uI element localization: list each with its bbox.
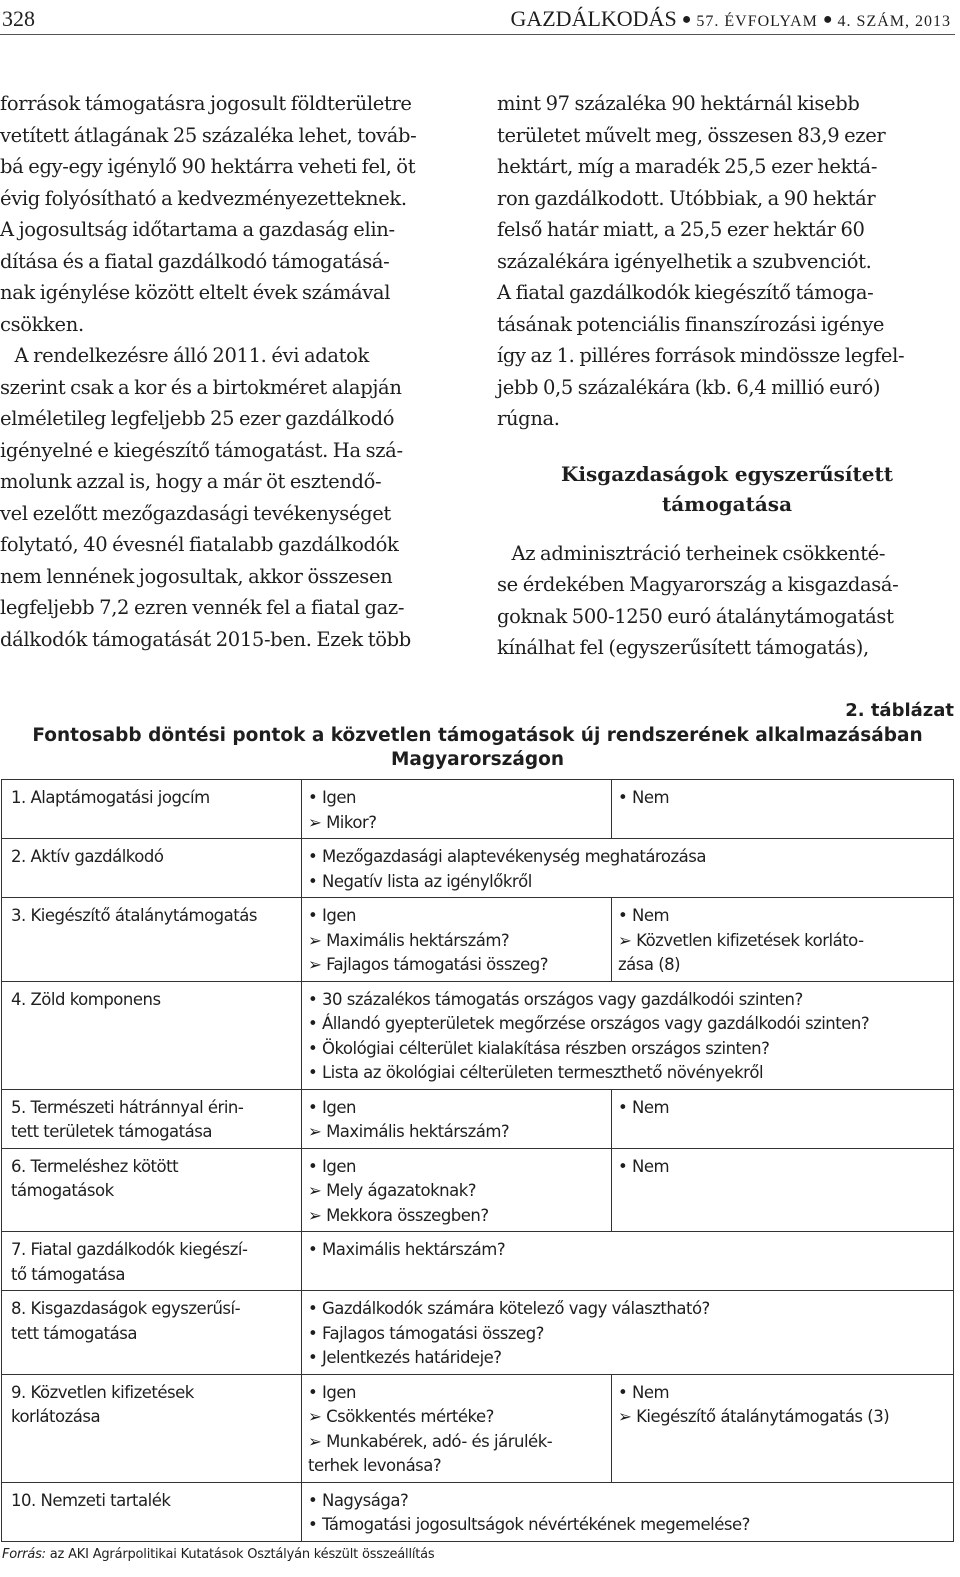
- issue: 4. SZÁM, 2013: [837, 13, 951, 30]
- cell-line: ➢ Munkabérek, adó- és járulék-: [308, 1431, 553, 1451]
- table-row: [2, 1232, 954, 1291]
- text-line: felső határ miatt, a 25,5 ezer hektár 60: [497, 218, 865, 241]
- source-text: az AKI Agrárpolitikai Kutatások Osztályán készült összeállítás: [49, 1547, 435, 1562]
- options-cell: [302, 1232, 954, 1291]
- cell-line: terhek levonása?: [308, 1456, 442, 1475]
- cell-line: • Nem: [618, 1382, 670, 1402]
- row-label-cell: [2, 981, 302, 1089]
- journal-line: [510, 6, 951, 32]
- text-line: ron gazdálkodott. Utóbbiak, a 90 hektár: [497, 186, 876, 210]
- text-line: molunk azzal is, hogy a már öt esztendő-: [0, 470, 382, 493]
- cell-line: • Állandó gyepterületek megőrzése országos vagy gazdálkodói szinten?: [308, 1014, 870, 1033]
- cell-line: • Igen: [308, 1156, 356, 1176]
- text-line: vetített átlagának 25 százaléka lehet, továb-: [0, 123, 417, 147]
- text-line: igényelné e kiegészítő támogatást. Ha szá-: [0, 438, 403, 462]
- cell-line: 9. Közvetlen kifizetések: [11, 1382, 194, 1402]
- row-label-cell: [2, 839, 302, 898]
- table-source: [2, 1547, 435, 1562]
- cell-line: ➢ Maximális hektárszám?: [308, 930, 510, 950]
- cell-line: 6. Termeléshez kötött: [11, 1156, 179, 1176]
- cell-line: • Lista az ökológiai célterületen termeszthető növényekről: [308, 1063, 764, 1082]
- cell-line: • Nem: [618, 788, 670, 807]
- cell-line: • 30 százalékos támogatás országos vagy gazdálkodói szinten?: [308, 989, 803, 1009]
- cell-line: tett területek támogatása: [11, 1122, 212, 1141]
- table-row: [2, 780, 954, 839]
- cell-line: támogatások: [11, 1181, 114, 1200]
- separator-dot: ●: [681, 11, 692, 28]
- text-line: dítása és a fiatal gazdálkodó támogatásá-: [0, 249, 390, 273]
- cell-line: tő támogatása: [11, 1264, 125, 1284]
- cell-line: • Támogatási jogosultságok névértékének megemelése?: [308, 1515, 750, 1534]
- text-line: folytató, 40 évesnél fiatalabb gazdálkodók: [0, 533, 399, 556]
- no-option-cell: [612, 898, 954, 982]
- text-line: goknak 500-1250 euró átalánytámogatást: [497, 604, 894, 628]
- cell-line: 10. Nemzeti tartalék: [11, 1490, 171, 1510]
- row-label-cell: [2, 898, 302, 982]
- cell-line: 3. Kiegészítő átalánytámogatás: [11, 906, 257, 925]
- text-line: források támogatásra jogosult földterületre: [0, 92, 412, 115]
- right-text-part-1: [497, 88, 957, 435]
- cell-line: korlátozása: [11, 1407, 101, 1426]
- cell-line: 2. Aktív gazdálkodó: [11, 847, 164, 866]
- table-title: [0, 724, 955, 772]
- cell-line: • Igen: [308, 1097, 356, 1117]
- table-row: [2, 1148, 954, 1232]
- table-row: [2, 1089, 954, 1148]
- header-rule: [0, 34, 955, 35]
- journal-name: GAZDÁLKODÁS: [510, 6, 677, 31]
- text-line: kínálhat fel (egyszerűsített támogatás),: [497, 636, 869, 659]
- no-option-cell: [612, 780, 954, 839]
- cell-line: zása (8): [618, 955, 681, 974]
- text-line: évig folyósítható a kedvezményezetteknek.: [0, 186, 407, 210]
- yes-option-cell: [302, 1148, 612, 1232]
- row-label-cell: [2, 780, 302, 839]
- cell-line: 5. Természeti hátránnyal érin-: [11, 1097, 244, 1117]
- text-line: szerint csak a kor és a birtokméret alapján: [0, 375, 402, 399]
- table-title-line: Fontosabb döntési pontok a közvetlen támogatások új rendszerének alkalmazásában: [32, 725, 923, 746]
- cell-line: ➢ Fajlagos támogatási összeg?: [308, 955, 549, 974]
- cell-line: • Mezőgazdasági alaptevékenység meghatározása: [308, 847, 706, 866]
- cell-line: • Nagysága?: [308, 1490, 409, 1510]
- table-row: [2, 1291, 954, 1375]
- cell-line: ➢ Mekkora összegben?: [308, 1205, 489, 1225]
- text-line: nak igénylése között eltelt évek számával: [0, 281, 391, 304]
- section-heading-line: támogatása: [661, 491, 793, 516]
- row-label-cell: [2, 1291, 302, 1375]
- separator-dot: ●: [822, 11, 833, 28]
- table-row: [2, 1374, 954, 1482]
- text-line: bá egy-egy igénylő 90 hektárra veheti fel, öt: [0, 155, 416, 178]
- cell-line: ➢ Maximális hektárszám?: [308, 1122, 510, 1141]
- cell-line: tett támogatása: [11, 1323, 137, 1343]
- cell-line: ➢ Kiegészítő átalánytámogatás (3): [618, 1407, 890, 1426]
- cell-line: • Nem: [618, 1156, 670, 1176]
- cell-line: • Ökológiai célterület kialakítása részben országos szinten?: [308, 1038, 770, 1058]
- cell-line: ➢ Mely ágazatoknak?: [308, 1181, 477, 1200]
- right-text-column: [497, 88, 957, 664]
- options-cell: [302, 1291, 954, 1375]
- no-option-cell: [612, 1148, 954, 1232]
- yes-option-cell: [302, 1089, 612, 1148]
- text-line: területet művelt meg, összesen 83,9 ezer: [497, 123, 886, 147]
- row-label-cell: [2, 1374, 302, 1482]
- table-title-line: Magyarországon: [390, 749, 565, 770]
- cell-line: ➢ Mikor?: [308, 812, 377, 832]
- text-line: legfeljebb 7,2 ezren vennék fel a fiatal gaz-: [0, 596, 405, 619]
- section-heading-line: Kisgazdaságok egyszerűsített: [561, 461, 893, 486]
- cell-line: • Fajlagos támogatási összeg?: [308, 1323, 544, 1343]
- cell-line: • Negatív lista az igénylőkről: [308, 871, 532, 891]
- cell-line: • Nem: [618, 906, 670, 925]
- row-label-cell: [2, 1232, 302, 1291]
- no-option-cell: [612, 1089, 954, 1148]
- options-cell: [302, 981, 954, 1089]
- cell-line: • Gazdálkodók számára kötelező vagy választható?: [308, 1299, 710, 1318]
- text-line: mint 97 százaléka 90 hektárnál kisebb: [497, 92, 860, 115]
- cell-line: • Maximális hektárszám?: [308, 1240, 506, 1259]
- cell-line: • Igen: [308, 1382, 356, 1402]
- text-line: dálkodók támogatását 2015-ben. Ezek több: [0, 627, 411, 651]
- table-row: [2, 981, 954, 1089]
- source-label: Forrás:: [2, 1547, 46, 1562]
- text-line: így az 1. pilléres források mindössze legfel-: [497, 344, 905, 367]
- text-line: százalékára igényelhetik a szubvenciót.: [497, 249, 872, 273]
- cell-line: • Igen: [308, 906, 356, 925]
- cell-line: • Jelentkezés határideje?: [308, 1348, 502, 1367]
- text-line: csökken.: [0, 312, 84, 336]
- yes-option-cell: [302, 898, 612, 982]
- section-heading: [497, 459, 957, 519]
- table-row: [2, 839, 954, 898]
- cell-line: • Nem: [618, 1097, 670, 1117]
- options-cell: [302, 1482, 954, 1541]
- text-line: A fiatal gazdálkodók kiegészítő támoga-: [497, 281, 874, 304]
- table-number: 2. táblázat: [845, 700, 954, 721]
- cell-line: 1. Alaptámogatási jogcím: [11, 788, 210, 807]
- yes-option-cell: [302, 1374, 612, 1482]
- cell-line: ➢ Közvetlen kifizetések korláto-: [618, 930, 864, 950]
- text-line: tásának potenciális finanszírozási igénye: [497, 312, 885, 336]
- cell-line: ➢ Csökkentés mértéke?: [308, 1407, 494, 1426]
- cell-line: 7. Fiatal gazdálkodók kiegészí-: [11, 1240, 248, 1259]
- left-text-column: [0, 88, 462, 655]
- row-label-cell: [2, 1148, 302, 1232]
- right-text-part-2: [497, 538, 957, 664]
- text-line: A jogosultság időtartama a gazdaság elin-: [0, 218, 395, 241]
- cell-line: 8. Kisgazdaságok egyszerűsí-: [11, 1299, 241, 1318]
- cell-line: 4. Zöld komponens: [11, 989, 161, 1009]
- options-cell: [302, 839, 954, 898]
- table-row: [2, 1482, 954, 1541]
- yes-option-cell: [302, 780, 612, 839]
- row-label-cell: [2, 1482, 302, 1541]
- text-line: jebb 0,5 százalékára (kb. 6,4 millió euró): [497, 375, 881, 399]
- row-label-cell: [2, 1089, 302, 1148]
- text-line: rúgna.: [497, 407, 560, 430]
- text-line: hektárt, míg a maradék 25,5 ezer hektá-: [497, 155, 878, 178]
- text-line: Az adminisztráció terheinek csökkenté-: [497, 541, 886, 565]
- page-number: 328: [2, 6, 35, 31]
- text-line: elméletileg legfeljebb 25 ezer gazdálkodó: [0, 407, 395, 430]
- no-option-cell: [612, 1374, 954, 1482]
- text-line: vel ezelőtt mezőgazdasági tevékenységet: [0, 501, 391, 525]
- table-row: [2, 898, 954, 982]
- text-line: se érdekében Magyarország a kisgazdasá-: [497, 573, 899, 596]
- decision-points-table: [1, 779, 954, 1542]
- text-line: A rendelkezésre álló 2011. évi adatok: [0, 344, 369, 367]
- cell-line: • Igen: [308, 788, 356, 807]
- running-header: [0, 6, 955, 34]
- volume: 57. ÉVFOLYAM: [696, 13, 818, 30]
- text-line: nem lennének jogosultak, akkor összesen: [0, 564, 393, 588]
